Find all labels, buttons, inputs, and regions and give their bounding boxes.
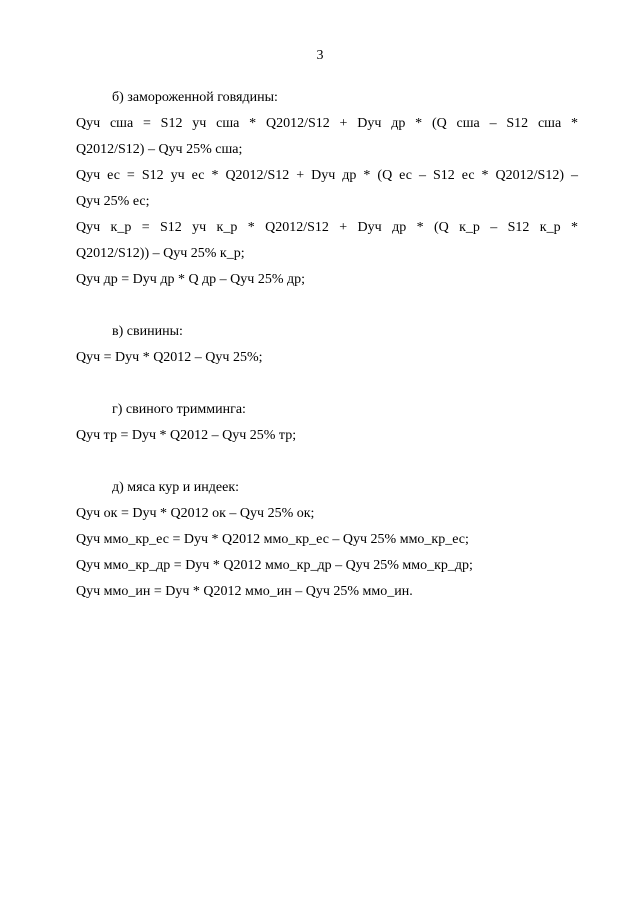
formula-line: Qуч ммо_кр_ес = Dуч * Q2012 ммо_кр_ес – Qуч 25% ммо_кр_ес; xyxy=(76,532,469,547)
document-body xyxy=(76,85,578,605)
section-pork xyxy=(76,319,578,371)
formula-line: Q2012/S12) – Qуч 25% сша; xyxy=(76,142,243,157)
formula-line: Qуч др = Dуч др * Q др – Qуч 25% др; xyxy=(76,272,306,287)
formula-line: Q2012/S12)) – Qуч 25% к_р; xyxy=(76,246,245,261)
section-heading: г) свиного тримминга: xyxy=(112,402,246,417)
formula-line: Qуч ес = S12 уч ес * Q2012/S12 + Dуч др * (Q ес – S12 ес * Q2012/S12) – xyxy=(76,168,578,183)
formula-line: Qуч ммо_ин = Dуч * Q2012 ммо_ин – Qуч 25% ммо_ин. xyxy=(76,584,413,599)
section-heading: б) замороженной говядины: xyxy=(112,90,278,105)
section-poultry xyxy=(76,475,578,605)
formula-line: Qуч 25% ес; xyxy=(76,194,150,209)
formula-line: Qуч сша = S12 уч сша * Q2012/S12 + Dуч др * (Q сша – S12 сша * xyxy=(76,116,578,131)
formula-line: Qуч ок = Dуч * Q2012 ок – Qуч 25% ок; xyxy=(76,506,315,521)
section-pork-trimming xyxy=(76,397,578,449)
spacer xyxy=(76,371,578,397)
formula-line: Qуч ммо_кр_др = Dуч * Q2012 ммо_кр_др – Qуч 25% ммо_кр_др; xyxy=(76,558,473,573)
formula-line: Qуч = Dуч * Q2012 – Qуч 25%; xyxy=(76,350,263,365)
formula-line: Qуч к_р = S12 уч к_р * Q2012/S12 + Dуч др * (Q к_р – S12 к_р * xyxy=(76,220,578,235)
spacer xyxy=(76,293,578,319)
page-number: 3 xyxy=(316,48,324,63)
section-frozen-beef xyxy=(76,85,578,293)
section-heading: д) мяса кур и индеек: xyxy=(112,480,240,495)
formula-line: Qуч тр = Dуч * Q2012 – Qуч 25% тр; xyxy=(76,428,297,443)
section-heading: в) свинины: xyxy=(112,324,183,339)
spacer xyxy=(76,449,578,475)
